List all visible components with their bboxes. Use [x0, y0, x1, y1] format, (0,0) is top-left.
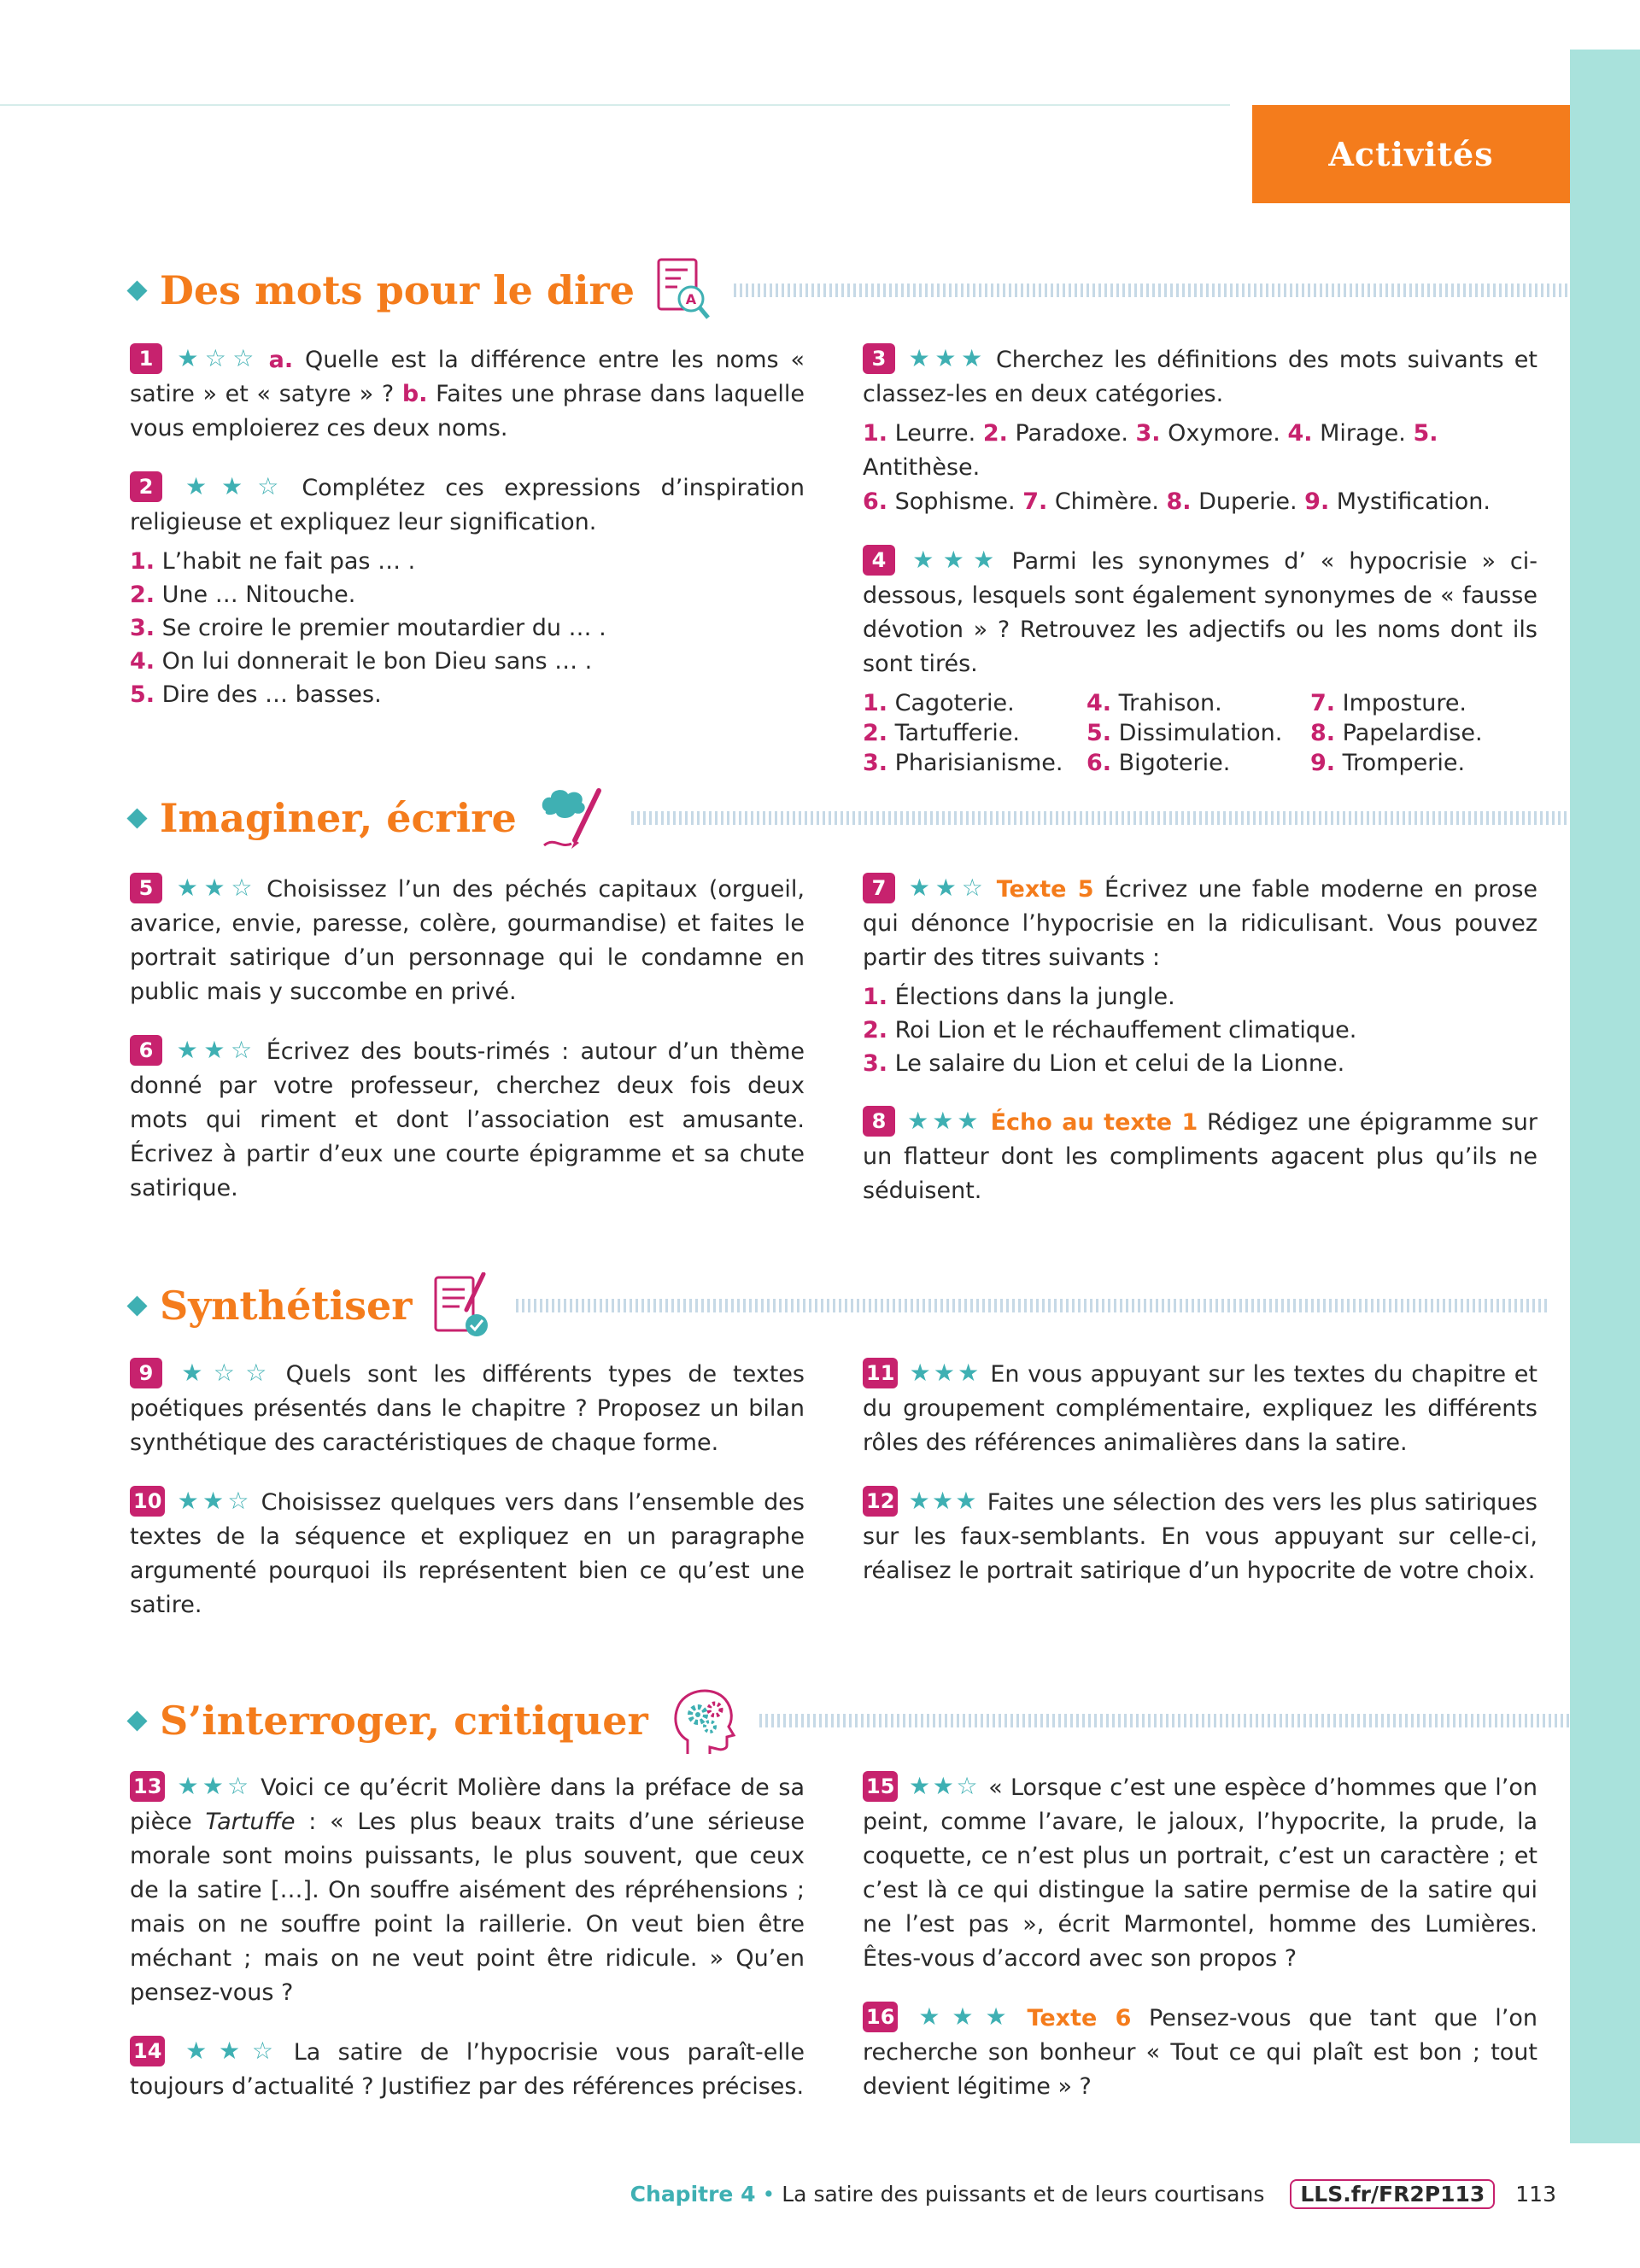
checklist-icon [432, 1272, 494, 1339]
list-item: 1. L’habit ne fait pas … . [130, 548, 416, 575]
difficulty-stars-icon: ★★★ [908, 1487, 979, 1515]
exercise-text: : « Les plus beaux traits d’une sérieuse morale sont moins puissants, le plus souvent, que ceux de la satire […]. On souffre aisément des répréhensions ; mais on ne souffre point la raillerie. On veut bien être méchant ; mais on ne veut point être ridicule. » Qu’en pensez-vous ? [130, 1809, 805, 2006]
exercise-14 [130, 2034, 805, 2104]
column-right-s1 [863, 342, 1538, 802]
hatch-divider [759, 1714, 1571, 1727]
footer-separator: • [762, 2182, 776, 2207]
list-item: 8. Papelardise. [1310, 720, 1483, 746]
diamond-bullet-icon [126, 1295, 147, 1316]
exercise-text: Cherchez les définitions des mots suivants et classez-les en deux catégories. [863, 347, 1538, 407]
exercise-text: Choisissez l’un des péchés capitaux (orgueil, avarice, envie, paresse, colère, gourmandise) et faites le portrait satirique d’un personnage qui le condamne en public mais y succombe en privé. [130, 876, 805, 1005]
column-right-s4 [863, 1769, 1538, 2128]
difficulty-stars-icon: ★★★ [905, 344, 987, 372]
exercise-1 [130, 342, 805, 446]
list-item: 2. Tartufferie. [863, 720, 1021, 746]
list-item: 3. Le salaire du Lion et celui de la Lionne. [863, 1050, 1345, 1077]
exercise-number: 2 [130, 471, 162, 502]
list-item: 3. Pharisianisme. [863, 750, 1063, 776]
exercise-12 [863, 1484, 1538, 1588]
exercise-7 [863, 871, 1538, 1080]
hatch-divider [734, 284, 1571, 297]
difficulty-stars-icon: ★☆☆ [173, 344, 261, 372]
exercise-text: La satire de l’hypocrisie vous paraît-elle toujours d’actualité ? Justifiez par des références précises. [130, 2039, 805, 2100]
difficulty-stars-icon: ★★☆ [175, 1487, 253, 1515]
difficulty-stars-icon: ★★☆ [175, 1772, 253, 1800]
exercise-number: 10 [130, 1486, 165, 1517]
exercise-number: 12 [863, 1486, 898, 1517]
exercise-3 [863, 342, 1538, 519]
difficulty-stars-icon: ★★★ [905, 546, 1004, 574]
list-item: 9. Tromperie. [1310, 750, 1466, 776]
exercise-number: 11 [863, 1358, 898, 1388]
exercise-2 [130, 470, 805, 711]
difficulty-stars-icon: ★★☆ [175, 2037, 285, 2065]
column-left-s3 [130, 1356, 805, 1646]
exercise-11 [863, 1356, 1538, 1460]
column-left-s2 [130, 871, 805, 1230]
exercise-text: Faites une sélection des vers les plus satiriques sur les faux-semblants. En vous appuyant sur celle-ci, réalisez le portrait satirique d’un hypocrite de votre choix. [863, 1489, 1538, 1584]
exercise-number: 1 [130, 343, 162, 374]
title-list [863, 980, 1538, 1080]
diamond-bullet-icon [126, 280, 147, 301]
activities-tab: Activités [1252, 105, 1570, 203]
page-number: 113 [1515, 2182, 1556, 2207]
exercise-number: 6 [130, 1035, 162, 1066]
exercise-text: Voici ce qu’écrit Molière dans la préface de sa pièce [130, 1774, 805, 1835]
difficulty-stars-icon: ★★★ [908, 1359, 982, 1387]
column-left-s4 [130, 1769, 805, 2128]
list-item: 1. Élections dans la jungle. [863, 984, 1175, 1010]
text-reference: Écho au texte 1 [990, 1109, 1198, 1136]
exercise-text: En vous appuyant sur les textes du chapitre et du groupement complémentaire, expliquez les différents rôles des références animalières dans la satire. [863, 1361, 1538, 1456]
exercise-number: 16 [863, 2002, 898, 2032]
hatch-divider [631, 811, 1569, 825]
exercise-text: Écrivez une fable moderne en prose qui dénonce l’hypocrisie en la ridiculisant. Vous pouvez partir des titres suivants : [863, 876, 1538, 971]
text-reference: Texte 5 [996, 876, 1094, 903]
exercise-13 [130, 1769, 805, 2010]
column-right-s3 [863, 1356, 1538, 1612]
resource-link[interactable]: LLS.fr/FR2P113 [1290, 2179, 1495, 2209]
exercise-text: « Lorsque c’est une espèce d’hommes que l’on peint, comme l’avare, le jaloux, l’hypocrite, la prude, la coquette, ce n’est plus un portrait, c’est un caractère ; et c’est là ce qui distingue la satire permise de la satire qui ne l’est pas », écrit Marmontel, homme des Lumières. Êtes-vous d’accord avec son propos ? [863, 1774, 1538, 1972]
exercise-15 [863, 1769, 1538, 1976]
magnifier-document-icon [655, 256, 712, 324]
list-item: 6. Bigoterie. [1086, 750, 1231, 776]
section-title: Synthétiser [160, 1283, 413, 1329]
exercise-number: 8 [863, 1106, 895, 1137]
exercise-text: Choisissez quelques vers dans l’ensemble des textes de la séquence et expliquez en un paragraphe argumenté pourquoi ils représentent bien ce qu’est une satire. [130, 1489, 805, 1618]
thought-pencil-icon [537, 786, 609, 850]
section-header-interroger [130, 1684, 1571, 1757]
list-item: 2. Une … Nitouche. [130, 582, 356, 608]
exercise-number: 5 [130, 873, 162, 903]
svg-text:A: A [685, 291, 697, 307]
exercise-number: 7 [863, 873, 895, 903]
diamond-bullet-icon [126, 808, 147, 828]
chapter-subtitle: La satire des puissants et de leurs courtisans [782, 2182, 1265, 2207]
exercise-9 [130, 1356, 805, 1460]
exercise-text: Pensez-vous que tant que l’on recherche son bonheur « Tout ce qui plaît est bon ; tout devient légitime » ? [863, 2005, 1538, 2100]
difficulty-stars-icon: ★★★ [905, 1107, 982, 1135]
diamond-bullet-icon [126, 1710, 147, 1731]
exercise-4 [863, 543, 1538, 778]
text-reference: Texte 6 [1027, 2005, 1132, 2031]
list-item: 1. Cagoterie. [863, 690, 1015, 716]
difficulty-stars-icon: ★☆☆ [173, 1359, 278, 1387]
synonym-grid [863, 688, 1538, 778]
difficulty-stars-icon: ★★☆ [173, 472, 294, 500]
head-gears-icon [669, 1684, 737, 1757]
section-header-synthetiser [130, 1272, 1549, 1339]
chapter-label: Chapitre 4 [630, 2182, 756, 2207]
list-item: 4. Trahison. [1086, 690, 1222, 716]
list-item: 5. Dire des … basses. [130, 681, 382, 708]
side-color-band [1570, 50, 1640, 2143]
difficulty-stars-icon: ★★★ [908, 2002, 1019, 2031]
list-item: 2. Roi Lion et le réchauffement climatique. [863, 1017, 1357, 1043]
list-item: 3. Se croire le premier moutardier du … . [130, 615, 606, 641]
column-left-s1 [130, 342, 805, 735]
difficulty-stars-icon: ★★☆ [173, 1036, 258, 1064]
part-label: b. [401, 381, 428, 407]
section-title: S’interroger, critiquer [160, 1698, 648, 1744]
expression-list [130, 545, 805, 711]
hatch-divider [516, 1299, 1549, 1312]
exercise-number: 4 [863, 545, 895, 576]
part-label: a. [268, 347, 294, 373]
work-title: Tartuffe [205, 1809, 296, 1835]
difficulty-stars-icon: ★★☆ [905, 874, 988, 902]
exercise-text: Rédigez une épigramme sur un flatteur dont les compliments agacent plus qu’ils ne séduisent. [863, 1109, 1538, 1204]
list-item: 7. Imposture. [1310, 690, 1467, 716]
word-list: 1. Leurre. 2. Paradoxe. 3. Oxymore. 4. Mirage. 5. Antithèse. 6. Sophisme. 7. Chimère. 8. Duperie. 9. Mystification. [863, 420, 1491, 515]
exercise-text: Complétez ces expressions d’inspiration religieuse et expliquez leur signification. [130, 475, 805, 535]
exercise-10 [130, 1484, 805, 1622]
exercise-5 [130, 871, 805, 1009]
difficulty-stars-icon: ★★☆ [173, 874, 259, 902]
list-item: 5. Dissimulation. [1086, 720, 1283, 746]
exercise-text: Faites une phrase dans laquelle vous emploierez ces deux noms. [130, 381, 805, 441]
list-item: 4. On lui donnerait le bon Dieu sans … . [130, 648, 593, 675]
page-footer [630, 2179, 1556, 2209]
difficulty-stars-icon: ★★☆ [908, 1772, 981, 1800]
section-title: Imaginer, écrire [160, 795, 517, 841]
exercise-number: 13 [130, 1771, 165, 1802]
exercise-text: Écrivez des bouts-rimés : autour d’un thème donné par votre professeur, cherchez deux fois deux mots qui riment et dont l’association est amusante. Écrivez à partir d’eux une courte épigramme et sa chute satirique. [130, 1038, 805, 1201]
section-header-imaginer [130, 786, 1569, 850]
section-title: Des mots pour le dire [160, 267, 636, 313]
column-right-s2 [863, 871, 1538, 1232]
exercise-text: Quelle est la différence entre les noms « satire » et « satyre » ? [130, 347, 805, 407]
exercise-text: Parmi les synonymes d’ « hypocrisie » ci-dessous, lesquels sont également synonymes de « fausse dévotion » ? Retrouvez les adjectifs ou les noms dont ils sont tirés. [863, 548, 1538, 677]
exercise-6 [130, 1033, 805, 1206]
exercise-16 [863, 2000, 1538, 2104]
exercise-number: 15 [863, 1771, 898, 1802]
section-header-mots [130, 256, 1571, 324]
exercise-number: 14 [130, 2036, 165, 2066]
exercise-8 [863, 1104, 1538, 1208]
exercise-number: 9 [130, 1358, 162, 1388]
top-rule [0, 104, 1230, 106]
exercise-number: 3 [863, 343, 895, 374]
exercise-text: Quels sont les différents types de textes poétiques présentés dans le chapitre ? Proposez un bilan synthétique des caractéristiques de chaque forme. [130, 1361, 805, 1456]
